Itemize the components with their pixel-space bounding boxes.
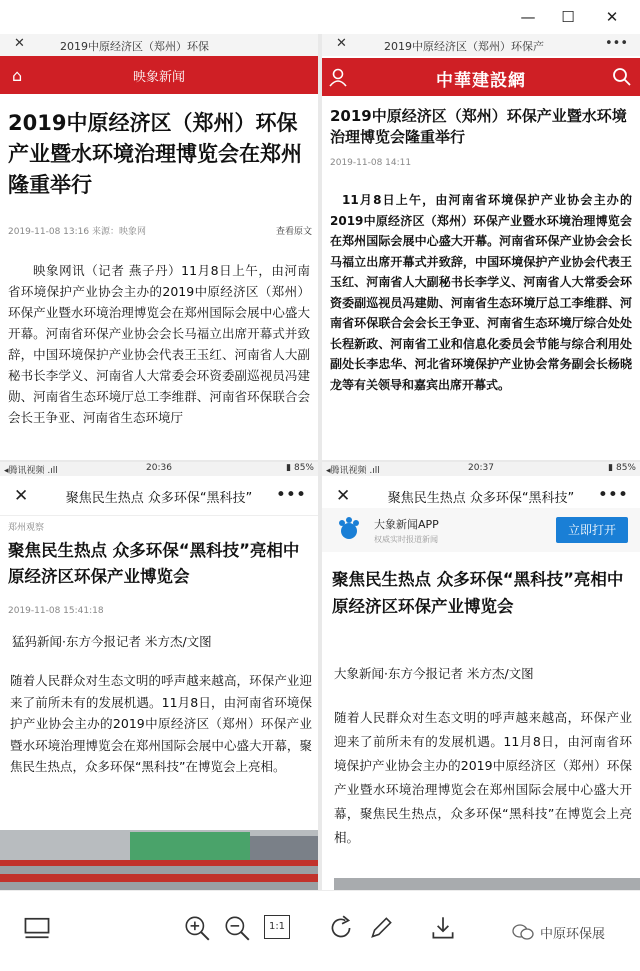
viewer-toolbar: [0, 890, 640, 971]
article-body: 随着人民群众对生态文明的呼声越来越高，环保产业迎来了前所未有的发展机遇。11月8日，由河南省环境保护产业协会主办的2019中原经济区（郑州）环保产业暨水环境治理博览会在郑州国际会展中心盛大开幕，聚焦民生热点，众多环保“黑科技”在博览会上亮相。: [334, 710, 632, 845]
app-name: 映象新闻: [132, 70, 185, 85]
more-icon[interactable]: •••: [604, 36, 628, 51]
article-meta: 2019-11-08 13:16 来源：映象网: [8, 227, 146, 237]
app-name: 大象新闻APP: [374, 518, 439, 531]
minimize-button[interactable]: —: [520, 8, 536, 26]
tab-title: 2019中原经济区（郑州）环保产: [384, 40, 544, 53]
rotate-icon[interactable]: [326, 913, 356, 943]
more-icon[interactable]: •••: [597, 485, 628, 505]
battery-icon: ▮: [608, 463, 614, 473]
status-carrier: ◂腾讯视频 .ıll: [4, 466, 58, 476]
app-header: [322, 58, 640, 96]
article-byline: 猛犸新闻·东方今报记者 米方杰/文图: [12, 634, 212, 649]
browser-tab-strip: [0, 34, 318, 56]
article-byline: 大象新闻·东方今报记者 米方杰/文图: [334, 666, 534, 681]
nav-title: 聚焦民生热点 众多环保“黑科技”: [387, 491, 575, 506]
view-original-link[interactable]: 查看原文: [275, 227, 312, 237]
edit-pencil-icon[interactable]: [366, 913, 396, 943]
article-headline: 聚焦民生热点 众多环保“黑科技”亮相中原经济区环保产业博览会: [332, 570, 624, 616]
article-headline: 2019中原经济区（郑州）环保产业暨水环境治理博览会在郑州隆重举行: [8, 111, 302, 197]
article-body: 随着人民群众对生态文明的呼声越来越高，环保产业迎来了前所未有的发展机遇。11月8日，由河南省环境保护产业协会主办的2019中原经济区（郑州）环保产业暨水环境治理博览会在郑州国际会展中心盛大开幕，聚焦民生热点，众多环保“黑科技”在博览会上亮相。: [10, 673, 312, 774]
tab-title: 2019中原经济区（郑州）环保: [60, 40, 209, 53]
phone-status-bar: [322, 462, 640, 476]
close-icon[interactable]: ✕: [336, 486, 351, 506]
zoom-out-icon[interactable]: [222, 913, 252, 943]
screenshot-panel-zhonghua: [322, 34, 640, 462]
search-icon[interactable]: [612, 67, 632, 87]
close-button[interactable]: ✕: [605, 8, 619, 26]
article-meta: 2019-11-08 15:41:18: [8, 606, 104, 616]
open-app-button[interactable]: 立即打开: [556, 517, 628, 543]
zoom-in-icon[interactable]: [182, 913, 212, 943]
app-header: [0, 56, 318, 94]
app-subtitle: 权威实时报道新闻: [374, 535, 438, 544]
screenshot-panel-yingxiang: [0, 34, 318, 462]
article-headline: 聚焦民生热点 众多环保“黑科技”亮相中原经济区环保产业博览会: [8, 541, 300, 586]
panel-divider: [0, 460, 640, 462]
source-label: 郑州观察: [8, 523, 45, 533]
page-navbar: [0, 476, 318, 516]
close-icon[interactable]: ✕: [14, 486, 29, 506]
article-body: 11月8日上午，由河南省环境保护产业协会主办的2019中原经济区（郑州）环保产业暨水环境治理博览会在郑州国际会展中心盛大开幕。河南省环保产业协会会长马福立出席开幕式并致辞，中国环境保护产业协会代表王玉红、河南省人大副秘书长李学义、河南省人大常委会环资委副巡视员冯建勋、河南省生态环境厅总工李维群、河南省环保联合会会长王争亚、河南省生态环境厅综合处处长程新政、河南省工业和信息化委员会节能与综合利用处副处长李忠华、河北省环境保护产业协会常务副会长杨晓龙等有关领导和嘉宾出席开幕式。: [330, 193, 632, 392]
article-photo: [0, 830, 318, 890]
window-title-bar: [0, 0, 640, 34]
article-headline: 2019中原经济区（郑州）环保产业暨水环境治理博览会隆重举行: [330, 107, 627, 146]
brand-logo: 中華建設網: [436, 71, 526, 91]
download-icon[interactable]: [428, 913, 458, 943]
browser-tab-strip: [322, 34, 640, 56]
close-tab-icon[interactable]: ✕: [14, 36, 25, 51]
actual-size-button[interactable]: 1:1: [264, 915, 290, 939]
watermark-label: 中原环保展: [540, 927, 606, 942]
panel-divider: [318, 34, 322, 890]
wechat-icon: [512, 923, 534, 941]
nav-title: 聚焦民生热点 众多环保“黑科技”: [65, 491, 253, 506]
screenshot-panel-daxiang: [322, 462, 640, 890]
phone-status-bar: [0, 462, 318, 476]
battery-icon: ▮: [286, 463, 292, 473]
status-battery: ▮ 85%: [608, 463, 636, 473]
status-carrier: ◂腾讯视频 .ıll: [326, 466, 380, 476]
app-download-banner: [322, 508, 640, 552]
app-logo-icon: [336, 516, 362, 542]
article-photo: [334, 878, 640, 890]
article-body: 映象网讯（记者 燕子丹）11月8日上午，由河南省环境保护产业协会主办的2019中原经济区（郑州）环保产业暨水环境治理博览会在郑州国际会展中心盛大开幕。河南省环保产业协会会长马福立出席开幕式并致辞，中国环境保护产业协会代表王玉红、河南省人大副秘书长李学义、河南省人大常委会环资委副巡视员冯建勋、河南省生态环境厅总工李维群、河南省环保联合会会长王争亚、河南省生态环境厅: [8, 263, 310, 425]
more-icon[interactable]: •••: [275, 485, 306, 505]
status-time: 20:37: [468, 463, 494, 473]
maximize-button[interactable]: ☐: [561, 8, 575, 26]
home-icon[interactable]: ⌂: [12, 66, 23, 85]
article-date: 2019-11-08 14:11: [330, 158, 412, 168]
status-battery: ▮ 85%: [286, 463, 314, 473]
status-time: 20:36: [146, 463, 172, 473]
close-tab-icon[interactable]: ✕: [336, 36, 347, 51]
filmstrip-icon[interactable]: [22, 913, 52, 943]
screenshot-panel-mengma: [0, 462, 318, 890]
